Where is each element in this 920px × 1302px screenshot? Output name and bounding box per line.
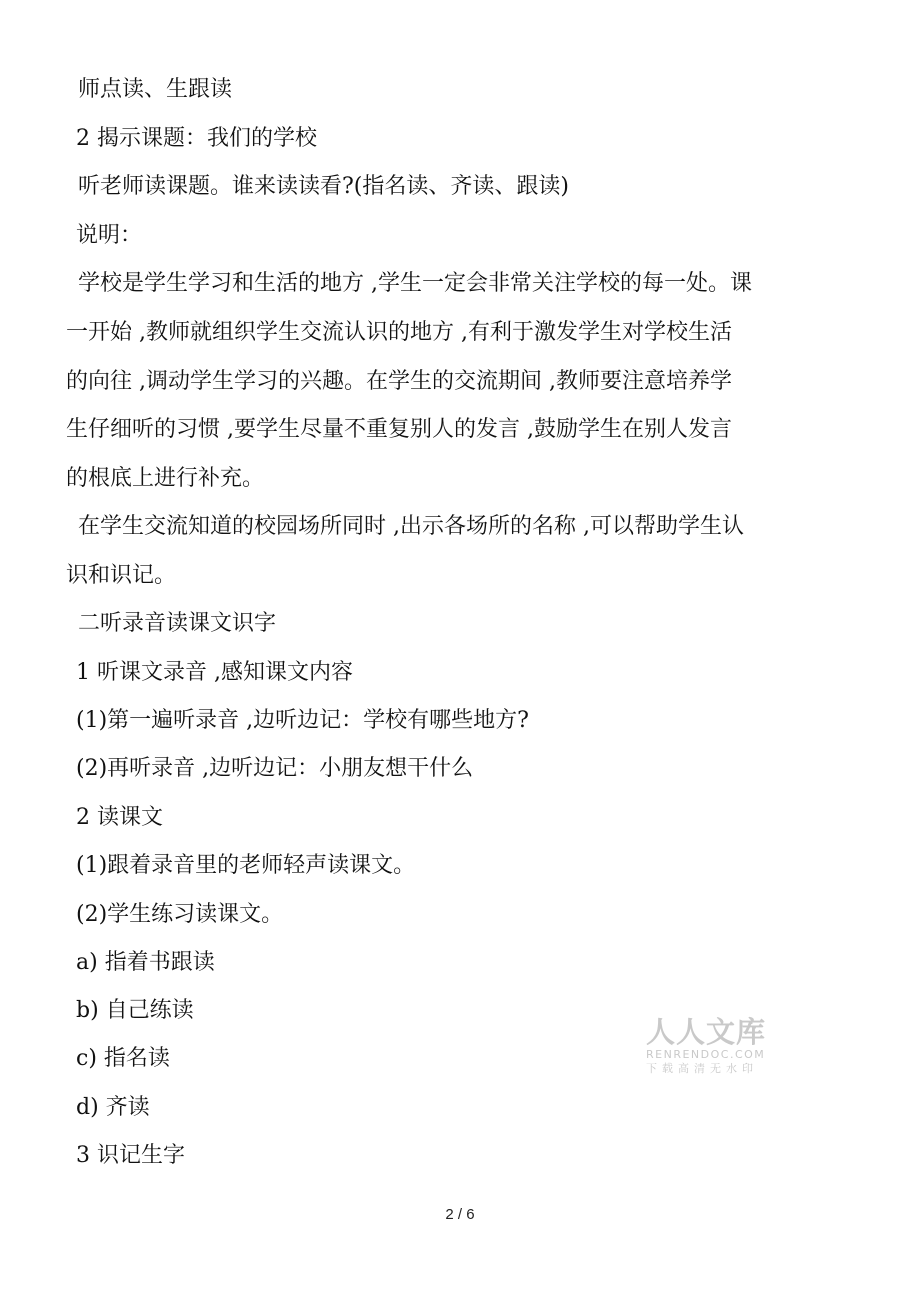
list-item: a) 指着书跟读 <box>76 950 215 975</box>
paragraph-line: 识和识记。 <box>66 563 177 588</box>
watermark-tagline: 下载高清无水印 <box>646 1062 758 1075</box>
paragraph-line: 生仔细听的习惯 ,要学生尽量不重复别人的发言 ,鼓励学生在别人发言 <box>66 417 732 442</box>
paragraph-line: 的向往 ,调动学生学习的兴趣。在学生的交流期间 ,教师要注意培养学 <box>66 369 732 394</box>
watermark-logo <box>646 1016 776 1076</box>
text-line: 2 读课文 <box>76 805 163 830</box>
paragraph-line: 的根底上进行补充。 <box>66 466 265 491</box>
list-item: d) 齐读 <box>76 1095 150 1120</box>
watermark-site: RENRENDOC.COM <box>646 1048 766 1061</box>
text-line: 听老师读课题。谁来读读看?(指名读、齐读、跟读) <box>78 174 569 199</box>
text-line: 3 识记生字 <box>76 1143 185 1168</box>
paragraph-line: 一开始 ,教师就组织学生交流认识的地方 ,有利于激发学生对学校生活 <box>66 320 732 345</box>
list-item: b) 自己练读 <box>76 998 194 1023</box>
text-line: 师点读、生跟读 <box>78 77 233 102</box>
text-line: (1)跟着录音里的老师轻声读课文。 <box>76 853 416 878</box>
section-heading: 二听录音读课文识字 <box>78 611 277 636</box>
watermark-title: 人人文库 <box>646 1015 767 1049</box>
text-line: 1 听课文录音 ,感知课文内容 <box>76 660 353 685</box>
list-item: c) 指名读 <box>76 1046 170 1071</box>
paragraph-line: 在学生交流知道的校园场所同时 ,出示各场所的名称 ,可以帮助学生认 <box>78 514 744 539</box>
text-line: (1)第一遍听录音 ,边听边记：学校有哪些地方? <box>76 708 529 733</box>
page-number: 2 / 6 <box>445 1206 475 1223</box>
text-line: 说明： <box>76 223 143 248</box>
text-line: (2)再听录音 ,边听边记：小朋友想干什么 <box>76 756 474 781</box>
text-line: 2 揭示课题：我们的学校 <box>76 126 317 151</box>
paragraph-line: 学校是学生学习和生活的地方 ,学生一定会非常关注学校的每一处。课 <box>78 271 752 296</box>
text-line: (2)学生练习读课文。 <box>76 902 284 927</box>
